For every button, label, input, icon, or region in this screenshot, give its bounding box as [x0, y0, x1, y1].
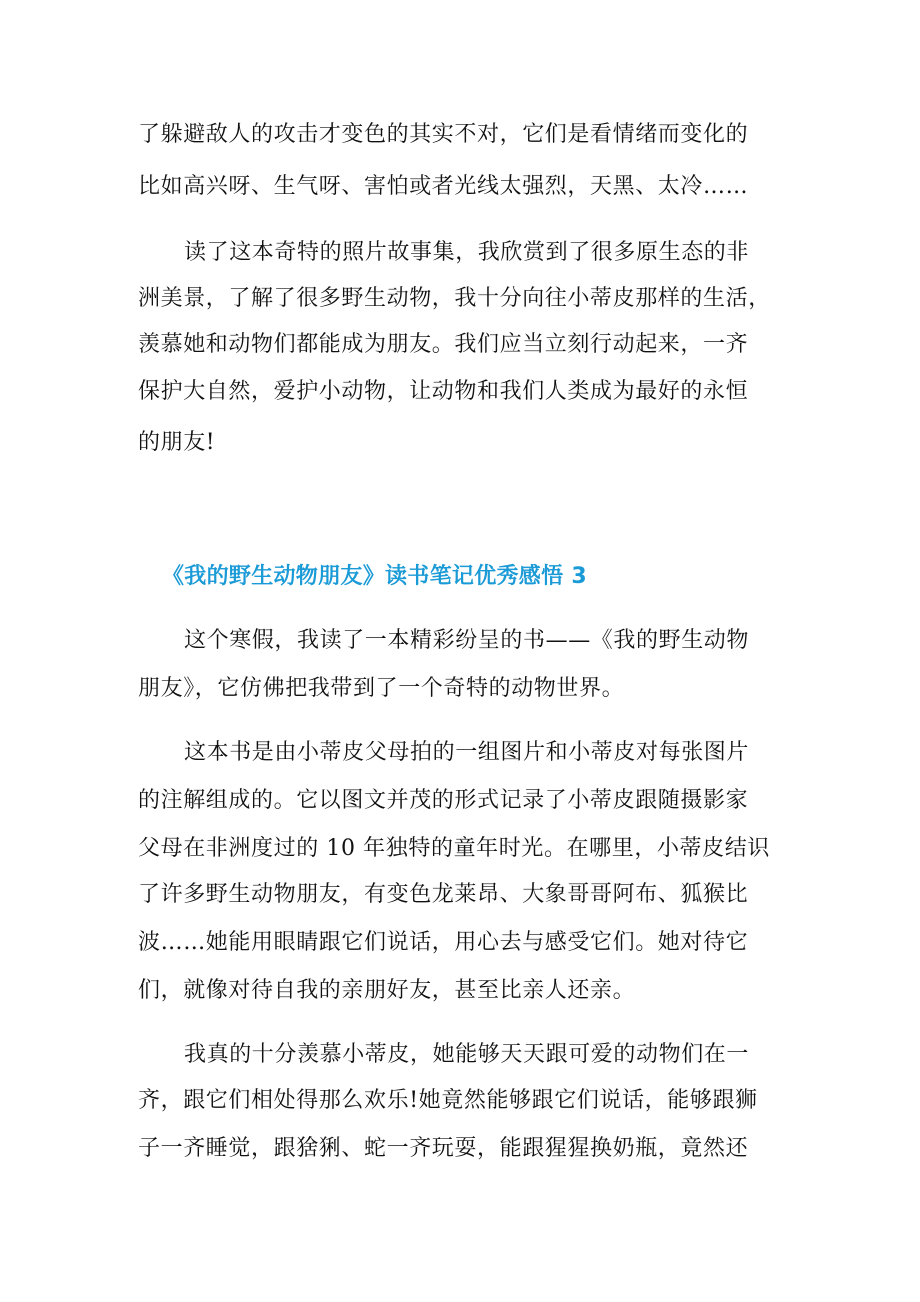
text-line: 读了这本奇特的照片故事集，我欣赏到了很多原生态的非 — [184, 240, 750, 265]
text-line: 保护大自然，爱护小动物，让动物和我们人类成为最好的永恒 — [138, 379, 749, 404]
text-line: 这个寒假，我读了一本精彩纷呈的书——《我的野生动物 — [184, 628, 750, 653]
text-line: 的注解组成的。它以图文并茂的形式记录了小蒂皮跟随摄影家 — [138, 788, 749, 813]
text-line: 这本书是由小蒂皮父母拍的一组图片和小蒂皮对每张图片 — [184, 740, 750, 765]
text-line: 比如高兴呀、生气呀、害怕或者光线太强烈，天黑、太冷…… — [138, 174, 749, 199]
text-line: 了许多野生动物朋友，有变色龙莱昂、大象哥哥阿布、狐猴比 — [138, 882, 749, 907]
text-line: 洲美景，了解了很多野生动物，我十分向往小蒂皮那样的生活， — [138, 286, 771, 311]
text-line: 了躲避敌人的攻击才变色的其实不对，它们是看情绪而变化的 — [138, 122, 749, 147]
text-line: 羡慕她和动物们都能成为朋友。我们应当立刻行动起来，一齐 — [138, 332, 749, 357]
text-line: 子一齐睡觉，跟猞猁、蛇一齐玩耍，能跟猩猩换奶瓶，竟然还 — [138, 1136, 749, 1161]
text-line: 齐，跟它们相处得那么欢乐!她竟然能够跟它们说话，能够跟狮 — [138, 1088, 758, 1113]
text-line: 父母在非洲度过的 10 年独特的童年时光。在哪里，小蒂皮结识 — [138, 836, 770, 861]
section-heading: 《我的野生动物朋友》读书笔记优秀感悟 3 — [162, 564, 587, 589]
text-line: 波……她能用眼睛跟它们说话，用心去与感受它们。她对待它 — [138, 930, 749, 955]
text-line: 的朋友! — [138, 430, 216, 455]
text-line: 我真的十分羡慕小蒂皮，她能够天天跟可爱的动物们在一 — [184, 1042, 750, 1067]
text-line: 朋友》，它仿佛把我带到了一个奇特的动物世界。 — [138, 676, 625, 701]
text-line: 们，就像对待自我的亲朋好友，甚至比亲人还亲。 — [138, 978, 636, 1003]
